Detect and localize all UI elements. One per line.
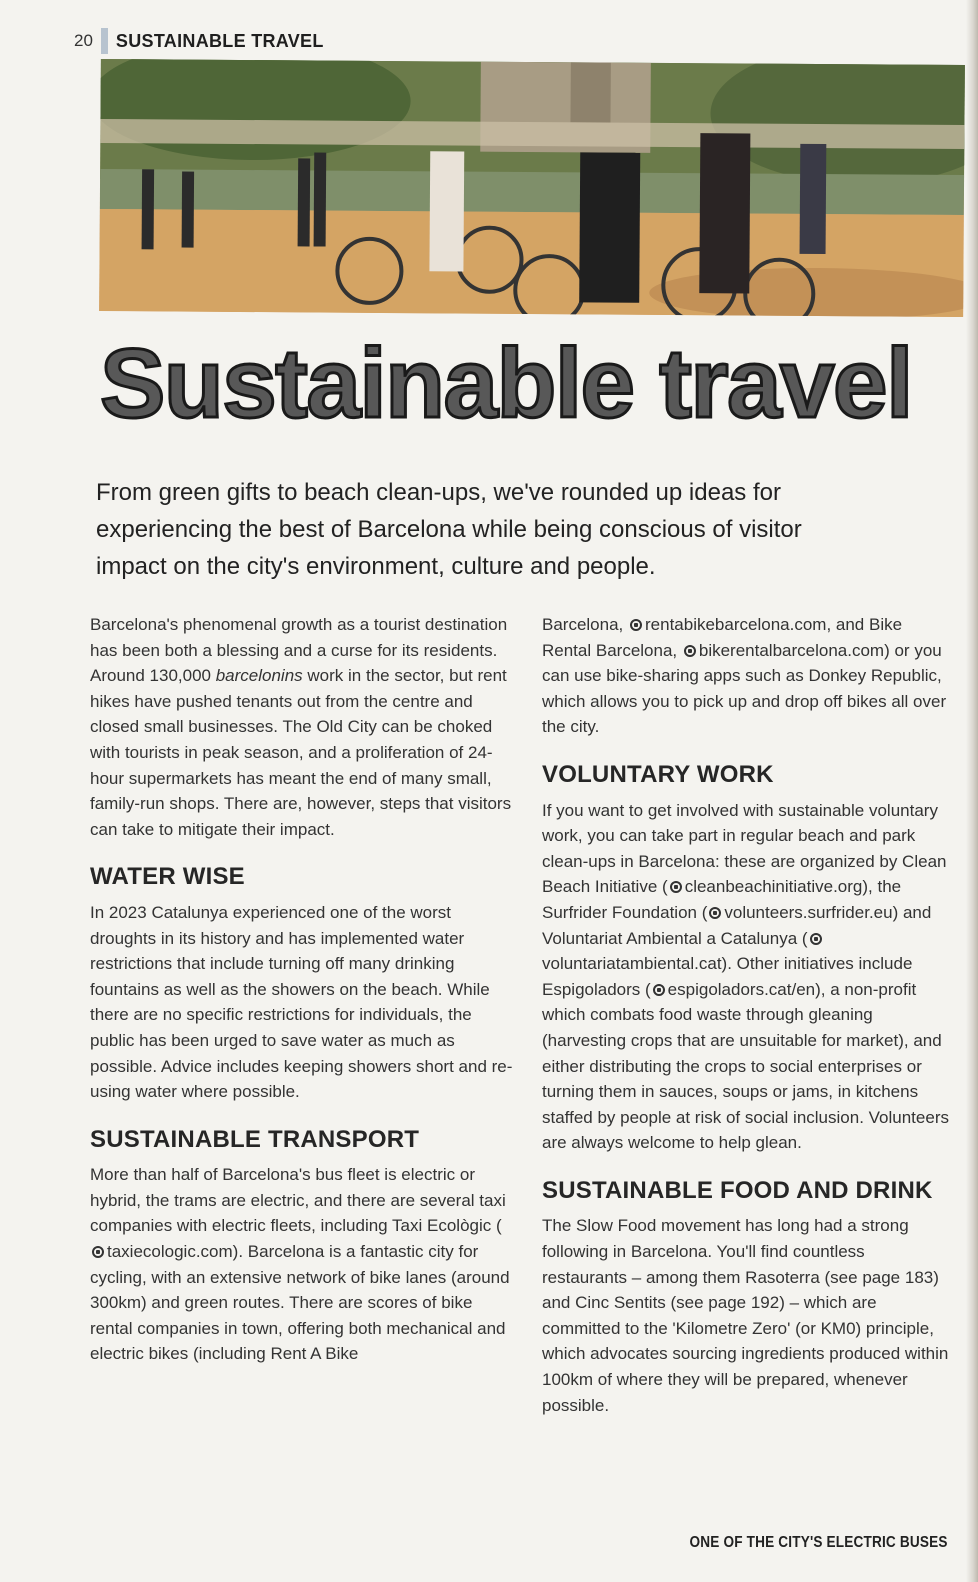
transport-continued-paragraph (542, 612, 952, 740)
website-link[interactable]: volunteers.surfrider.eu (724, 902, 893, 922)
right-column (542, 612, 952, 1418)
heading-sustainable-transport: SUSTAINABLE TRANSPORT (90, 1125, 420, 1153)
website-link[interactable]: voluntariatambiental.cat (542, 954, 722, 974)
text-run: ) and Voluntariat Ambiental a Catalunya ( (542, 902, 932, 948)
text-run: Barcelona, (542, 615, 628, 634)
page-number: 20 (74, 31, 93, 50)
text-run: ). Barcelona is a fantastic city for cycling, with an extensive network of bike lanes (around 300km) and green routes. There are scores of bike rental companies in town, offering both mechanical and electric bikes (including Rent A Bike (90, 1242, 510, 1364)
food-paragraph: The Slow Food movement has long had a strong following in Barcelona. You'll find countless restaurants – among them Rasoterra (see page 183) and Cinc Sentits (see page 192) – which are committed to the 'Kilometre Zero' (or KM0) principle, which advocates sourcing ingredients produced within 100km of where they will be prepared, whenever possible. (542, 1216, 949, 1415)
italic-term: barcelonins (215, 666, 303, 686)
transport-paragraph (90, 1162, 514, 1367)
heading-voluntary-work: VOLUNTARY WORK (542, 760, 774, 788)
web-icon (684, 645, 696, 657)
section-label: SUSTAINABLE TRAVEL (115, 30, 324, 51)
heading-sustainable-food: SUSTAINABLE FOOD AND DRINK (542, 1176, 933, 1204)
text-run: work in the sector, but rent hikes have pushed tenants out from the centre and closed small businesses. The Old City can be choked with tourists in peak season, and a proliferation of 24-hour supermarkets has meant the end of many small, family-run shops. There are, however, steps that visitors can take to mitigate their impact. (90, 666, 512, 839)
water-wise-paragraph: In 2023 Catalunya experienced one of the worst droughts in its history and has implemented water restrictions that include turning off many drinking fountains as well as the showers on the beach. While there are no specific restrictions for individuals, the public has been urged to save water as much as possible. Advice includes keeping showers short and re-using water where possible. (90, 902, 513, 1102)
web-icon (670, 881, 682, 893)
website-link[interactable]: taxiecologic.com (107, 1242, 233, 1262)
intro-body-paragraph (90, 612, 514, 842)
heading-water-wise: WATER WISE (90, 863, 245, 891)
left-column (90, 612, 514, 1367)
voluntary-paragraph (542, 798, 952, 1156)
web-icon (810, 933, 822, 945)
website-link[interactable]: espigoladors.cat/en (667, 979, 816, 999)
photo-illustration (99, 59, 965, 317)
header-accent-bar (101, 28, 108, 54)
web-icon (630, 619, 642, 631)
page-title: Sustainable travel (100, 328, 912, 438)
text-run: ) or you can use bike-sharing apps such as Donkey Republic, which allows you to pick up and drop off bikes all over the city. (542, 640, 947, 737)
text-run: ). Other initiatives include Espigoladors ( (542, 954, 913, 999)
cyclists-photo (99, 59, 965, 317)
text-run: More than half of Barcelona's bus fleet is electric or hybrid, the trams are electric, and there are several taxi companies with electric fleets, including Taxi Ecològic ( (90, 1165, 506, 1236)
text-run: , and Bike Rental Barcelona, (542, 615, 903, 660)
intro-paragraph: From green gifts to beach clean-ups, we've rounded up ideas for experiencing the best of Barcelona while being conscious of visitor impact on the city's environment, culture and people. (96, 479, 802, 580)
website-link[interactable]: cleanbeachinitiative.org (684, 877, 863, 897)
text-run: Barcelona's phenomenal growth as a tourist destination has been both a blessing and a curse for its residents. Around 130,000 (90, 615, 508, 686)
running-header (74, 26, 324, 56)
text-run: ), the Surfrider Foundation ( (542, 877, 902, 922)
text-run: ), a non-profit which combats food waste through gleaning (harvesting crops that are unsuitable for market), and either distributing the crops to social enterprises or turning them in sauces, soups or jams, in kitchens staffed by people at risk of social inclusion. Volunteers are always welcome to help glean. (542, 979, 949, 1153)
next-page-caption: ONE OF THE CITY'S ELECTRIC BUSES (689, 1534, 948, 1551)
web-icon (92, 1246, 104, 1258)
text-run: If you want to get involved with sustainable voluntary work, you can take part in regular beach and park clean-ups in Barcelona: these are organized by Clean Beach Initiative ( (542, 800, 947, 897)
book-spine-shadow (966, 0, 978, 1582)
web-icon (653, 984, 665, 996)
website-link[interactable]: bikerentalbarcelona.com (698, 640, 885, 660)
web-icon (709, 907, 721, 919)
website-link[interactable]: rentabikebarcelona.com (645, 615, 827, 634)
